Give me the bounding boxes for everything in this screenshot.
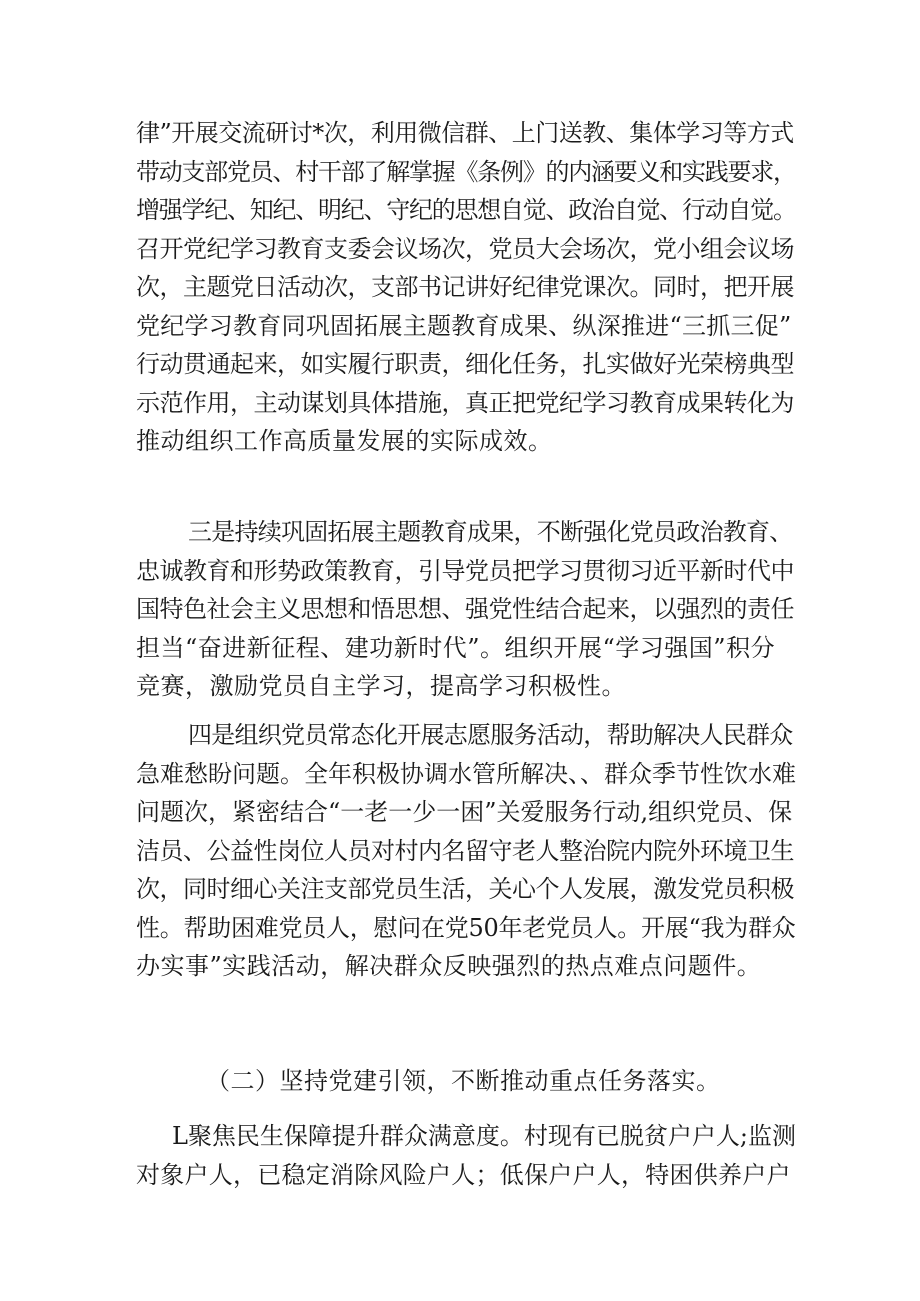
text-line: 四是组织党员常态化开展志愿服务活动，帮助解决人民群众	[188, 721, 793, 749]
text-line: 办实事”实践活动，解决群众反映强烈的热点难点问题件。	[136, 952, 762, 980]
paragraph-point-three	[136, 513, 796, 706]
text-line: 带动支部党员、村干部了解掌握《条例》的内涵要义和实践要求，	[136, 157, 796, 186]
text-line: 行动贯通起来，如实履行职责，细化任务，扎实做好光荣榜典型	[136, 350, 794, 378]
paragraph-livelihood	[136, 1117, 796, 1194]
section-heading	[136, 1062, 796, 1101]
text-line: 增强学纪、知纪、明纪、守纪的思想自觉、政治自觉、行动自觉。	[136, 196, 796, 224]
paragraph-study-activities	[136, 114, 796, 461]
text-line: 国特色社会主义思想和悟思想、强党性结合起来，以强烈的责任	[136, 595, 794, 623]
text-line: 急难愁盼问题。全年积极协调水管所解决、、群众季节性饮水难	[136, 759, 796, 788]
text-line: 对象户人，已稳定消除风险户人；低保户户人，特困供养户户	[136, 1160, 791, 1189]
text-line: 忠诚教育和形势政策教育，引导党员把学习贯彻习近平新时代中	[136, 556, 794, 585]
text-line: （二）坚持党建引领，不断推动重点任务落实。	[206, 1067, 721, 1095]
text-line: 推动组织工作高质量发展的实际成效。	[136, 427, 553, 455]
text-line: 次，主题党日活动次，支部书记讲好纪律党课次。同时，把开展	[136, 273, 794, 301]
text-line: 问题次，紧密结合“一老一少一困”关爱服务行动,组织党员、保	[136, 798, 793, 826]
text-line: 示范作用，主动谋划具体措施，真正把党纪学习教育成果转化为	[136, 388, 794, 417]
text-line: 担当“奋进新征程、建功新时代”。组织开展“学习强国”积分	[136, 633, 776, 662]
text-line: L聚焦民生保障提升群众满意度。村现有已脱贫户户人;监测	[172, 1122, 797, 1150]
text-line: 三是持续巩固拓展主题教育成果，不断强化党员政治教育、	[188, 518, 793, 546]
text-line: 性。帮助困难党员人，慰问在党50年老党员人。开展“我为群众	[136, 913, 796, 942]
text-line: 党纪学习教育同巩固拓展主题教育成果、纵深推进“三抓三促”	[136, 311, 792, 340]
text-line: 律”开展交流研讨*次，利用微信群、上门送教、集体学习等方式	[136, 119, 794, 147]
text-line: 召开党纪学习教育支委会议场次，党员大会场次，党小组会议场	[136, 234, 794, 263]
text-line: 次，同时细心关注支部党员生活，关心个人发展，激发党员积极	[136, 875, 794, 903]
paragraph-point-four	[136, 716, 796, 986]
text-line: 竞赛，激励党员自主学习，提高学习积极性。	[136, 672, 626, 700]
text-line: 洁员、公益性岗位人员对村内名留守老人整治院内院外环境卫生	[136, 836, 794, 865]
